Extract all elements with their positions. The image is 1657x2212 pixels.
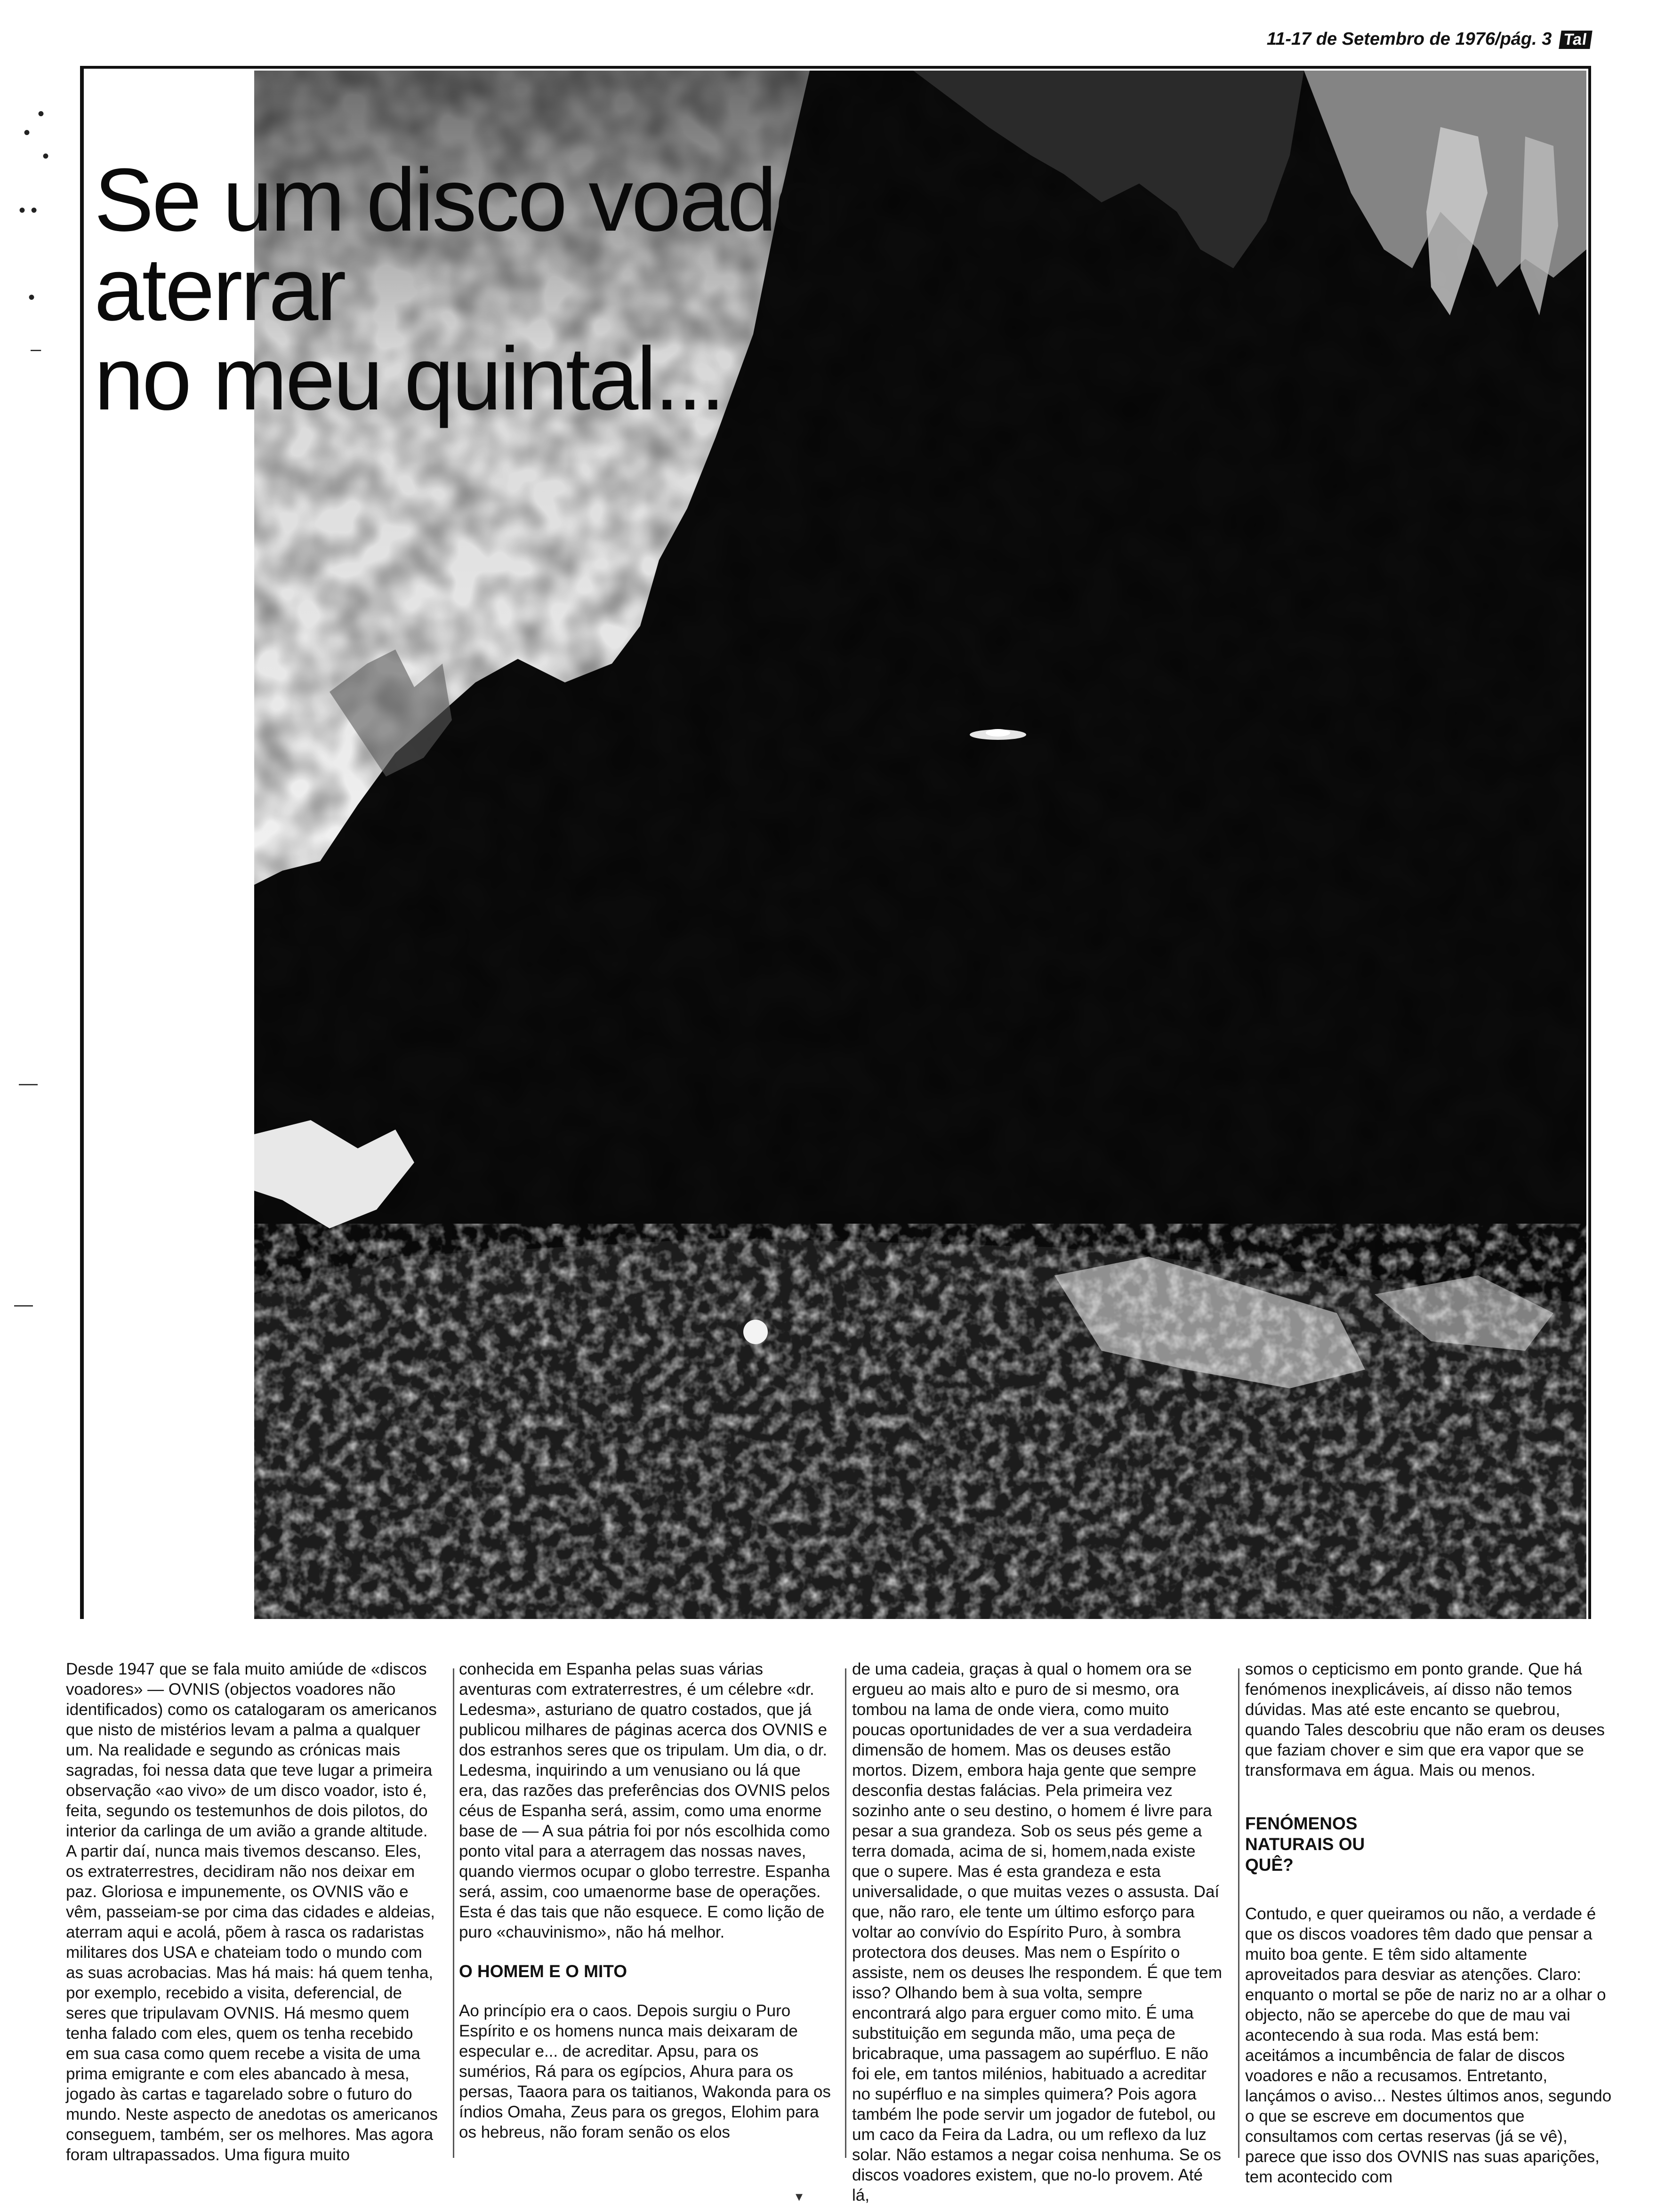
margin-dot: • bbox=[38, 104, 45, 124]
paragraph: de uma cadeia, graças à qual o homem ora se ergueu ao mais alto e puro de si mesmo, ora tombou na lama de onde viera, como muito poucas oportunidades de ver a sua verdadeira dimensão de homem. Mas os deuses estão mortos. Dizem, embora haja gente que sempre desconfia destas falácias. Pela primeira vez sozinho ante o seu destino, o homem é livre para pesar a sua grandeza. Sob os seus pés geme a terra domada, acima de si, homem,nada existe que o supere. Mas é esta grandeza e esta universalidade, o que muitas vezes o assusta. Daí que, não raro, ele tente um último esforço para voltar ao convívio do Espírito Puro, à sombra protectora dos deuses. Mas nem o Espírito o assiste, nem os deuses lhe respondem. É que tem isso? Olhando bem à sua volta, sempre encontrará algo para erguer como mito. É uma substituição em segunda mão, uma peça de bricabraque, uma passagem ao supérfluo. E não foi ele, em tantos milénios, habituado a acreditar no supérfluo e na simples quimera? Pois agora também lhe pode servir um jogador de futebol, ou um caco da Feira da Ladra, ou um reflexo da luz solar. Não estamos a negar coisa nenhuma. Se os discos voadores existem, que no-lo provem. Até lá, bbox=[852, 1660, 1222, 2204]
column-divider bbox=[845, 1668, 846, 2158]
ufo-dome bbox=[986, 729, 1010, 737]
paragraph: Ao princípio era o caos. Depois surgiu o Puro Espírito e os homens nunca mais deixaram de especular e... de acreditar. Apsu, para os sumérios, Rá para os egípcios, Ahura para os persas, Taaora para os taitianos, Wakonda para os índios Omaha, Zeus para os gregos, Elohim para os hebreus, não foram senão os elos bbox=[459, 2002, 831, 2141]
headline bbox=[94, 150, 989, 429]
rocky-texture bbox=[254, 1224, 1586, 1619]
date-page-label: 11-17 de Setembro de 1976/pág. 3 bbox=[1266, 29, 1552, 49]
publication-logo: Tal bbox=[1559, 31, 1593, 49]
article-column-1 bbox=[66, 1659, 438, 2165]
subheading-fenomenos: FENÓMENOS NATURAIS OU QUÊ? bbox=[1245, 1814, 1365, 1875]
article-column-4 bbox=[1245, 1659, 1617, 2187]
margin-dot: • • bbox=[19, 200, 38, 221]
paragraph: conhecida em Espanha pelas suas várias aventuras com extraterrestres, é um célebre «dr. Ledesma», asturiano de quatro costados, que já publicou milhares de páginas acerca dos OVNIS e dos estranhos seres que os tripulam. Um dia, o dr. Ledesma, inquirindo a um venusiano ou lá que era, das razões das preferências dos OVNIS pelos céus de Espanha será, assim, como uma enorme base de — A sua pátria foi por nós escolhida como ponto vital para a aterragem das nossas naves, quando viermos ocupar o globo terrestre. Espanha será, assim, coo umaenorme base de operações. Esta é das tais que não esquece. E como lição de puro «chauvinismo», não há melhor. bbox=[459, 1660, 830, 1941]
column-divider bbox=[453, 1668, 454, 2158]
paragraph: somos o cepticismo em ponto grande. Que há fenómenos inexplicáveis, aí disso não temos dúvidas. Mas até este encanto se quebrou, quando Tales descobriu que não eram os deuses que faziam chover e sim que era vapor que se transformava em água. Mais ou menos. bbox=[1245, 1660, 1605, 1779]
article-column-3 bbox=[852, 1659, 1224, 2205]
margin-marks bbox=[9, 94, 66, 1412]
headline-line-2: aterrar bbox=[94, 240, 345, 339]
margin-dot: • bbox=[42, 146, 49, 167]
subheading-homem-mito: O HOMEM E O MITO bbox=[459, 1962, 627, 1981]
page-header bbox=[1224, 29, 1591, 53]
headline-line-1: Se um disco voador bbox=[94, 150, 851, 250]
margin-dot: • bbox=[24, 122, 31, 143]
headline-line-3: no meu quintal... bbox=[94, 329, 724, 429]
column-divider bbox=[1238, 1668, 1239, 2158]
margin-dot: • bbox=[28, 287, 35, 308]
paragraph: Contudo, e quer queiramos ou não, a verdade é que os discos voadores têm dado que pensar a muito boa gente. E têm sido altamente aproveitados para desviar as atenções. Claro: enquanto o mortal se põe de nariz no ar a olhar o objecto, não se apercebe do que de mau vai acontecendo à sua roda. Mas está bem: aceitámos a incumbência de falar de discos voadores e não a recusamos. Entretanto, lançámos o aviso... Nestes últimos anos, segundo o que se escreve em documentos que consultamos com certas reservas (já se vê), parece que isso dos OVNIS nas suas aparições, tem acontecido com bbox=[1245, 1905, 1612, 2186]
margin-dash: — bbox=[14, 1294, 33, 1315]
margin-dash: – bbox=[31, 339, 41, 360]
article-column-2 bbox=[459, 1659, 831, 2142]
page-end-mark: ▾ bbox=[796, 2189, 803, 2204]
article-body bbox=[61, 1659, 1624, 2204]
margin-dash: — bbox=[19, 1073, 38, 1094]
pebble bbox=[743, 1320, 768, 1344]
paragraph: Desde 1947 que se fala muito amiúde de «discos voadores» — OVNIS (objectos voadores não identificados) como os catalogaram os americanos que nisto de mistérios levam a palma a qualquer um. Na realidade e segundo as crónicas mais sagradas, foi nessa data que teve lugar a primeira observação «ao vivo» de um disco voador, isto é, feita, segundo os testemunhos de dois pilotos, do interior da carlinga de um avião a grande altitude. A partir daí, nunca mais tivemos descanso. Eles, os extraterrestres, decidiram não nos deixar em paz. Gloriosa e impunemente, os OVNIS vão e vêm, passeiam-se por cima das cidades e aldeias, aterram aqui e acolá, põem à rasca os radaristas militares dos USA e chateiam todo o mundo com as suas acrobacias. Mas há mais: há quem tenha, por exemplo, recebido a visita, deferencial, de seres que tripulavam OVNIS. Há mesmo quem tenha falado com eles, quem os tenha recebido em sua casa como quem recebe a visita de uma prima emigrante e com eles abancado à mesa, jogado às cartas e tagarelado sobre o futuro do mundo. Neste aspecto de anedotas os americanos conseguem, também, ser os melhores. Mas agora foram ultrapassados. Uma figura muito bbox=[66, 1660, 438, 2164]
